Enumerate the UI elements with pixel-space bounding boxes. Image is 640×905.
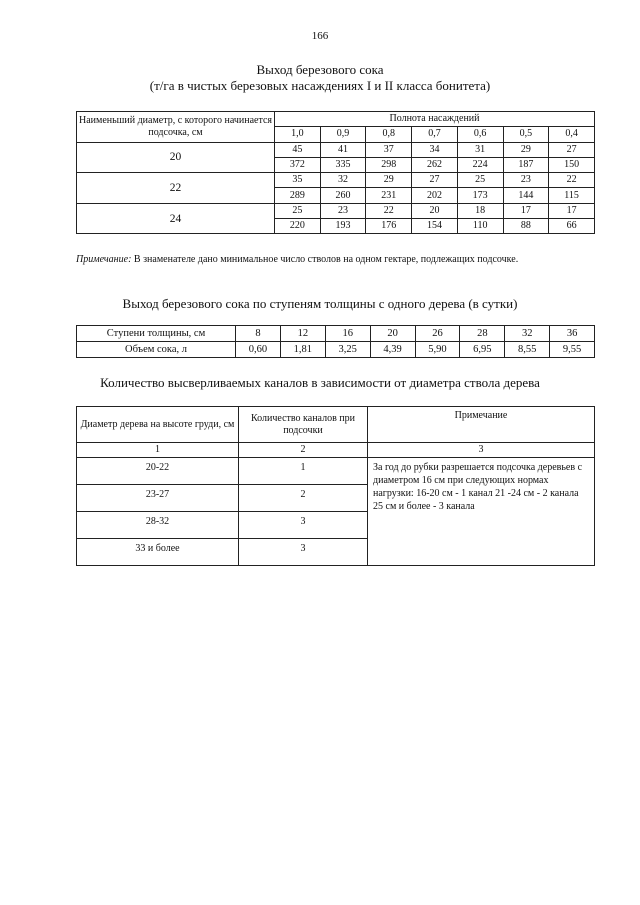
yield-cell: 37 (366, 142, 412, 157)
stem-count-cell: 260 (320, 188, 366, 203)
note-label: Примечание: (76, 254, 132, 265)
table-row (77, 458, 595, 485)
note-cell: За год до рубки разрешается подсочка деревьев с диаметром 16 см при следующих нормах нагрузки: 16-20 см - 1 канал 21 -24 см - 2 канала 25 см и более - 3 канала (368, 458, 595, 566)
diameter-cell: 23-27 (77, 485, 239, 512)
channels-cell: 1 (239, 458, 368, 485)
stem-count-cell: 110 (457, 219, 503, 234)
stem-count-cell: 335 (320, 157, 366, 172)
diameter-cell: 22 (77, 173, 275, 204)
title-sap-yield: Выход березового сока (256, 62, 384, 77)
table-row (77, 203, 595, 218)
yield-cell: 25 (275, 203, 321, 218)
density-header: 1,0 (275, 127, 321, 142)
column-number: 2 (239, 443, 368, 458)
column-number: 3 (368, 443, 595, 458)
volume-cell: 3,25 (325, 342, 370, 358)
thickness-cell: 20 (370, 326, 415, 342)
yield-cell: 17 (503, 203, 549, 218)
density-header: 0,5 (503, 127, 549, 142)
stem-count-cell: 372 (275, 157, 321, 172)
thickness-cell: 12 (280, 326, 325, 342)
density-header: 0,9 (320, 127, 366, 142)
yield-cell: 25 (457, 173, 503, 188)
yield-cell: 45 (275, 142, 321, 157)
yield-cell: 18 (457, 203, 503, 218)
stem-count-cell: 224 (457, 157, 503, 172)
row-label: Ступени толщины, см (77, 326, 236, 342)
density-header: 0,8 (366, 127, 412, 142)
stem-count-cell: 262 (412, 157, 458, 172)
stem-count-cell: 173 (457, 188, 503, 203)
volume-cell: 5,90 (415, 342, 460, 358)
yield-cell: 34 (412, 142, 458, 157)
stem-count-cell: 115 (549, 188, 595, 203)
volume-cell: 9,55 (550, 342, 595, 358)
volume-cell: 4,39 (370, 342, 415, 358)
yield-cell: 31 (457, 142, 503, 157)
stem-count-cell: 150 (549, 157, 595, 172)
sap-per-tree-table (76, 325, 595, 358)
diameter-cell: 20-22 (77, 458, 239, 485)
yield-cell: 29 (366, 173, 412, 188)
column-header: Количество каналов при подсочки (239, 407, 368, 443)
yield-cell: 22 (549, 173, 595, 188)
stem-count-cell: 88 (503, 219, 549, 234)
volume-cell: 8,55 (505, 342, 550, 358)
stem-count-cell: 187 (503, 157, 549, 172)
stem-count-cell: 220 (275, 219, 321, 234)
title-sap-per-tree: Выход березового сока по ступеням толщины с одного дерева (в сутки) (122, 296, 518, 311)
table-row (77, 142, 595, 157)
stem-count-cell: 154 (412, 219, 458, 234)
diameter-cell: 28-32 (77, 512, 239, 539)
column-header: Диаметр дерева на высоте груди, см (77, 407, 239, 443)
column-header: Примечание (368, 407, 595, 443)
density-header: 0,4 (549, 127, 595, 142)
stem-count-cell: 231 (366, 188, 412, 203)
yield-cell: 27 (412, 173, 458, 188)
stem-count-cell: 298 (366, 157, 412, 172)
volume-cell: 6,95 (460, 342, 505, 358)
title-channels: Количество высверливаемых каналов в зависимости от диаметра ствола дерева (100, 375, 540, 390)
thickness-cell: 26 (415, 326, 460, 342)
volume-cell: 1,81 (280, 342, 325, 358)
yield-cell: 35 (275, 173, 321, 188)
column-number-row (77, 443, 595, 458)
yield-cell: 22 (366, 203, 412, 218)
yield-cell: 29 (503, 142, 549, 157)
stem-count-cell: 193 (320, 219, 366, 234)
diameter-cell: 24 (77, 203, 275, 234)
column-number: 1 (77, 443, 239, 458)
channels-cell: 2 (239, 485, 368, 512)
thickness-cell: 8 (236, 326, 281, 342)
diameter-cell: 20 (77, 142, 275, 173)
yield-cell: 27 (549, 142, 595, 157)
stem-count-cell: 202 (412, 188, 458, 203)
density-header: 0,7 (412, 127, 458, 142)
yield-cell: 17 (549, 203, 595, 218)
yield-cell: 41 (320, 142, 366, 157)
table-row (77, 326, 595, 342)
stem-count-cell: 66 (549, 219, 595, 234)
yield-cell: 32 (320, 173, 366, 188)
thickness-cell: 16 (325, 326, 370, 342)
note-text: В знаменателе дано минимальное число стволов на одном гектаре, подлежащих подсочке. (131, 254, 519, 265)
density-group-header: Полнота насаждений (275, 112, 595, 127)
table-row (77, 173, 595, 188)
row-label: Объем сока, л (77, 342, 236, 358)
subtitle-sap-yield: (т/га в чистых березовых насаждениях I и II класса бонитета) (149, 78, 491, 93)
stem-count-cell: 176 (366, 219, 412, 234)
stem-count-cell: 144 (503, 188, 549, 203)
header-row (77, 407, 595, 443)
channels-cell: 3 (239, 539, 368, 566)
page-number: 166 (311, 30, 329, 42)
channels-cell: 3 (239, 512, 368, 539)
stem-count-cell: 289 (275, 188, 321, 203)
thickness-cell: 28 (460, 326, 505, 342)
sap-yield-table (76, 111, 595, 234)
yield-cell: 23 (320, 203, 366, 218)
volume-cell: 0,60 (236, 342, 281, 358)
thickness-cell: 32 (505, 326, 550, 342)
table-row (77, 342, 595, 358)
diameter-cell: 33 и более (77, 539, 239, 566)
yield-cell: 20 (412, 203, 458, 218)
yield-cell: 23 (503, 173, 549, 188)
density-header: 0,6 (457, 127, 503, 142)
thickness-cell: 36 (550, 326, 595, 342)
table-note (76, 252, 595, 267)
row-header-cell: Наименьший диаметр, с которого начинается подсочка, см (77, 112, 275, 143)
channels-table (76, 406, 595, 566)
